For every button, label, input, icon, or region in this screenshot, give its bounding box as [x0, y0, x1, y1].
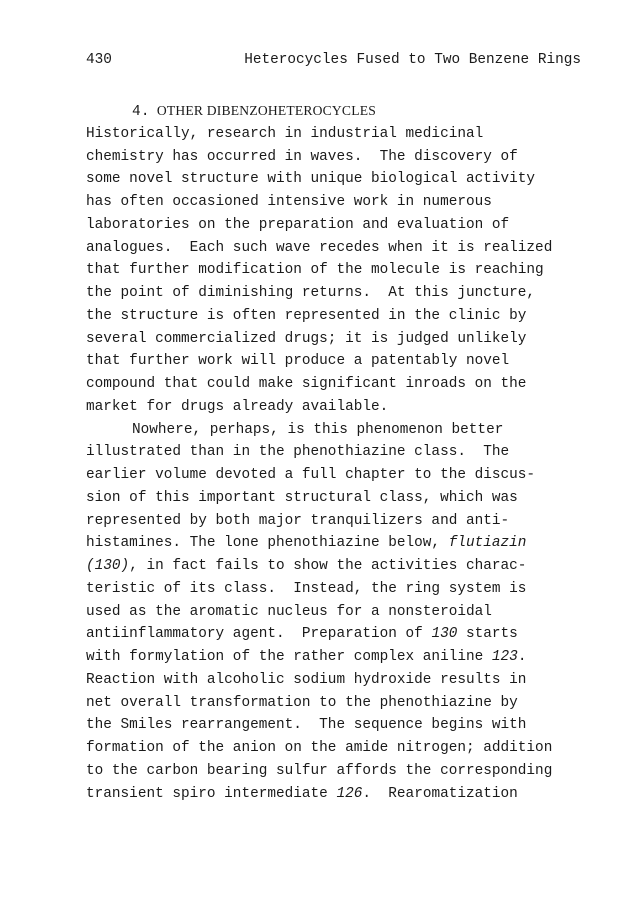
text-line: represented by both major tranquilizers and anti-	[86, 512, 510, 529]
text-line: Nowhere, perhaps, is this phenomenon better	[132, 421, 504, 438]
text-line: used as the aromatic nucleus for a nonsteroidal	[86, 603, 492, 620]
text-line	[86, 623, 586, 646]
text-line: that further modification of the molecule is reaching	[86, 262, 544, 279]
text-segment: , in fact fails to show the activities charac-	[129, 558, 527, 574]
text-line: the structure is often represented in the clinic by	[86, 307, 527, 324]
text-segment: with formylation of the rather complex aniline	[86, 649, 492, 665]
text-line: chemistry has occurred in waves. The discovery of	[86, 148, 518, 165]
text-segment: histamines. The lone phenothiazine below,	[86, 535, 449, 552]
text-segment: . Rearomatization	[362, 785, 518, 802]
text-line: that further work will produce a patentably novel	[86, 353, 510, 370]
text-line: Reaction with alcoholic sodium hydroxide results in	[86, 671, 527, 688]
text-segment: .	[517, 649, 527, 665]
compound-ref-126: 126	[336, 785, 363, 802]
text-segment: transient spiro intermediate	[86, 785, 337, 802]
text-line: compound that could make significant inroads on the	[86, 376, 527, 392]
text-line	[86, 646, 586, 669]
text-line: teristic of its class. Instead, the ring system is	[86, 580, 527, 597]
text-line: formation of the anion on the amide nitrogen; addition	[86, 740, 553, 756]
text-line: laboratories on the preparation and evaluation of	[86, 216, 510, 233]
compound-ref-130: (130)	[86, 558, 130, 574]
section-number: 4.	[132, 104, 150, 120]
text-line: Historically, research in industrial medicinal	[86, 125, 484, 142]
page-header	[86, 50, 581, 70]
text-line: illustrated than in the phenothiazine class. The	[86, 444, 510, 461]
text-line: analogues. Each such wave recedes when it is realized	[86, 239, 553, 256]
text-line: several commercialized drugs; it is judged unlikely	[86, 330, 527, 347]
text-segment: antiinflammatory agent. Preparation of	[86, 626, 432, 643]
compound-ref-123: 123	[491, 649, 518, 665]
text-segment: starts	[457, 626, 518, 643]
text-line	[86, 555, 586, 578]
text-line: net overall transformation to the phenothiazine by	[86, 694, 518, 711]
section-title: OTHER DIBENZOHETEROCYCLES	[156, 103, 376, 118]
text-line: the point of diminishing returns. At this juncture,	[86, 285, 536, 301]
compound-name-flutiazin: flutiazin	[448, 535, 527, 552]
page-number: 430	[86, 52, 112, 68]
text-line: sion of this important structural class, which was	[86, 489, 518, 506]
compound-ref-130: 130	[431, 626, 458, 643]
text-line: the Smiles rearrangement. The sequence begins with	[86, 717, 527, 734]
text-line: market for drugs already available.	[86, 398, 389, 415]
text-line	[86, 532, 586, 555]
text-line	[86, 783, 586, 806]
text-line: earlier volume devoted a full chapter to the discus-	[86, 467, 536, 483]
running-title: Heterocycles Fused to Two Benzene Rings	[244, 52, 581, 68]
body-text	[86, 100, 586, 805]
text-line: to the carbon bearing sulfur affords the corresponding	[86, 762, 553, 779]
section-heading	[86, 100, 586, 123]
text-line: some novel structure with unique biological activity	[86, 171, 536, 188]
text-line: has often occasioned intensive work in numerous	[86, 194, 492, 210]
